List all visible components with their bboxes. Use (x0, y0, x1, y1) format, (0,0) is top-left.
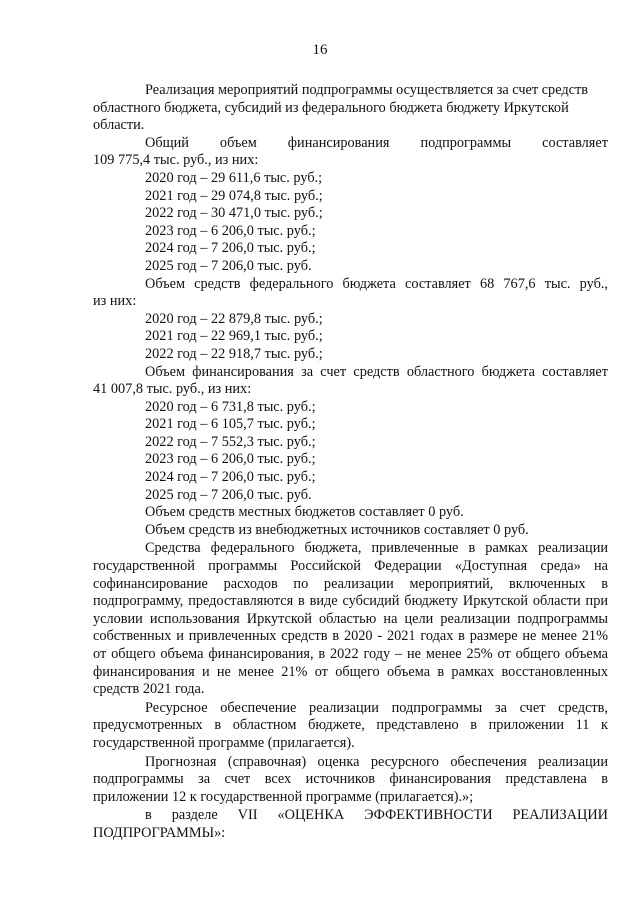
text-line: 41 007,8 тыс. руб., из них: (93, 381, 252, 398)
year-line: 2021 год – 22 969,1 тыс. руб.; (145, 328, 323, 345)
word: составляет (542, 134, 608, 151)
resource-paragraph: Ресурсное обеспечение реализации подпрограммы за счет средств, предусмотренных в областном бюджете, представлено в приложении 11 к государственной программе (прилагается). (93, 699, 608, 751)
section-title-line: ПОДПРОГРАММЫ»: (93, 824, 226, 841)
text-line: Объем финансирования за счет средств областного бюджета составляет (145, 363, 608, 380)
forecast-paragraph: Прогнозная (справочная) оценка ресурсного обеспечения реализации подпрограммы за счет всех источников финансирования представлена в приложении 12 к государственной программе (прилагается).»; (93, 753, 608, 805)
document-body (93, 82, 608, 843)
text-line: областного бюджета, субсидий из федерального бюджета бюджету Иркутской (93, 99, 569, 116)
text-line: Объем средств из внебюджетных источников составляет 0 руб. (145, 521, 529, 538)
year-line: 2020 год – 6 731,8 тыс. руб.; (145, 398, 316, 415)
year-line: 2020 год – 22 879,8 тыс. руб.; (145, 310, 323, 327)
word: «ОЦЕНКА (277, 807, 345, 824)
text-line: Реализация мероприятий подпрограммы осуществляется за счет средств (145, 82, 588, 98)
word: финансирования (287, 134, 390, 151)
year-line: 2020 год – 29 611,6 тыс. руб.; (145, 169, 323, 186)
year-line: 2021 год – 6 105,7 тыс. руб.; (145, 416, 316, 433)
year-line: 2024 год – 7 206,0 тыс. руб.; (145, 469, 316, 486)
year-line: 2023 год – 6 206,0 тыс. руб.; (145, 451, 316, 468)
year-line: 2023 год – 6 206,0 тыс. руб.; (145, 222, 316, 239)
year-line: 2024 год – 7 206,0 тыс. руб.; (145, 240, 316, 257)
word: разделе (171, 807, 218, 824)
text-line: из них: (93, 293, 137, 310)
federal-funds-paragraph: Средства федерального бюджета, привлеченные в рамках реализации государственной программы Российской Федерации «Доступная среда» на софинансирование расходов по реализации мероприятий, включенных в подпрограмму, предоставляются в виде субсидий бюджету Иркутской области при условии использования Иркутской областью на цели реализации подпрограммы собственных и привлеченных средств в 2020 - 2021 годах в размере не менее 21% от общего объема финансирования, в 2022 году – не менее 25% от общего объема финансирования и не менее 21% от общего объема в рамках восстановленных средств 2021 года. (93, 540, 608, 698)
total-heading-line (93, 135, 608, 153)
text-line: области. (93, 117, 145, 134)
text-line: Объем средств местных бюджетов составляет 0 руб. (145, 504, 464, 521)
year-line: 2021 год – 29 074,8 тыс. руб.; (145, 187, 323, 204)
year-line: 2022 год – 30 471,0 тыс. руб.; (145, 205, 323, 222)
text-line: Объем средств федерального бюджета составляет 68 767,6 тыс. руб., (145, 275, 608, 292)
year-line: 2022 год – 22 918,7 тыс. руб.; (145, 345, 323, 362)
word: РЕАЛИЗАЦИИ (512, 807, 608, 824)
word: VII (237, 807, 258, 824)
year-line: 2025 год – 7 206,0 тыс. руб. (145, 486, 312, 503)
word: ЭФФЕКТИВНОСТИ (364, 807, 493, 824)
text-line: 109 775,4 тыс. руб., из них: (93, 152, 259, 169)
year-line: 2025 год – 7 206,0 тыс. руб. (145, 257, 312, 274)
year-line: 2022 год – 7 552,3 тыс. руб.; (145, 433, 316, 450)
word: объем (219, 134, 257, 151)
page-number: 16 (312, 42, 328, 58)
word: в (145, 807, 152, 824)
word: Общий (145, 134, 189, 151)
word: подпрограммы (420, 134, 512, 151)
section-line (93, 807, 608, 825)
